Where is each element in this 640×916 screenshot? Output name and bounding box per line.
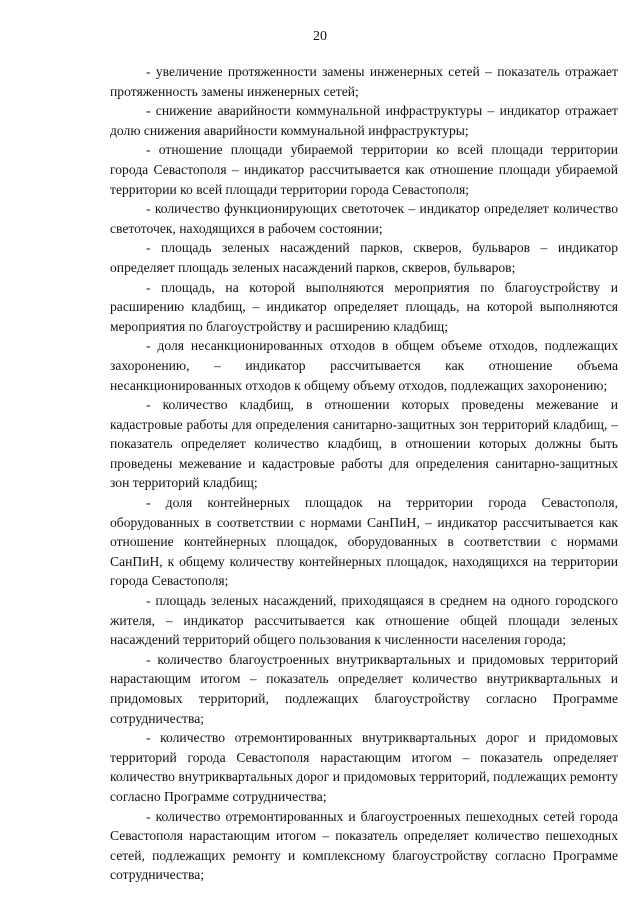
paragraph-12: - количество отремонтированных внутриквартальных дорог и придомовых территорий города Севастополя нарастающим итогом – показатель определяет количество внутриквартальных дорог и придомовых территорий, подлежащих ремонту согласно Программе сотрудничества; <box>110 730 618 804</box>
paragraph-1: - увеличение протяженности замены инженерных сетей – показатель отражает протяженность замены инженерных сетей; <box>110 64 618 99</box>
paragraph-7: - доля несанкционированных отходов в общем объеме отходов, подлежащих захоронению, – индикатор рассчитывается как отношение объема несанкционированных отходов к общему объему отходов, подлежащих захоронению; <box>110 338 618 393</box>
paragraph-9: - доля контейнерных площадок на территории города Севастополя, оборудованных в соответствии с нормами СанПиН, – индикатор рассчитывается как отношение контейнерных площадок, оборудованных в соответствии с нормами СанПиН, к общему количеству контейнерных площадок, находящихся на территории города Севастополя; <box>110 495 618 589</box>
paragraph-3: - отношение площади убираемой территории ко всей площади территории города Севастополя – индикатор рассчитывается как отношение площади убираемой территории ко всей площади территории города Севастополя; <box>110 142 618 197</box>
paragraph-8: - количество кладбищ, в отношении которых проведены межевание и кадастровые работы для определения санитарно-защитных зон территорий кладбищ, – показатель определяет количество кладбищ, в отношении которых должны быть проведены межевание и кадастровые работы для определения санитарно-защитных зон территорий кладбищ; <box>110 397 618 491</box>
paragraph-10: - площадь зеленых насаждений, приходящаяся в среднем на одного городского жителя, – индикатор рассчитывается как отношение общей площади зеленых насаждений территорий общего пользования к численности населения города; <box>110 593 618 648</box>
paragraph-4: - количество функционирующих светоточек – индикатор определяет количество светоточек, находящихся в рабочем состоянии; <box>110 201 618 236</box>
paragraph-13: - количество отремонтированных и благоустроенных пешеходных сетей города Севастополя нарастающим итогом – показатель определяет количество пешеходных сетей, подлежащих ремонту и комплексному благоустройству согласно Программе сотрудничества; <box>110 808 618 883</box>
paragraph-2: - снижение аварийности коммунальной инфраструктуры – индикатор отражает долю снижения аварийности коммунальной инфраструктуры; <box>110 103 618 138</box>
paragraph-5: - площадь зеленых насаждений парков, скверов, бульваров – индикатор определяет площадь зеленых насаждений парков, скверов, бульваров; <box>110 240 618 275</box>
document-body <box>110 62 618 885</box>
paragraph-11: - количество благоустроенных внутриквартальных и придомовых территорий нарастающим итогом – показатель определяет количество внутриквартальных и придомовых территорий, подлежащих благоустройству согласно Программе сотрудничества; <box>110 651 618 726</box>
paragraph-6: - площадь, на которой выполняются мероприятия по благоустройству и расширению кладбищ, – индикатор определяет площадь, на которой выполняются мероприятия по благоустройству и расширению кладбищ; <box>110 279 618 334</box>
page-number: 20 <box>313 29 327 44</box>
